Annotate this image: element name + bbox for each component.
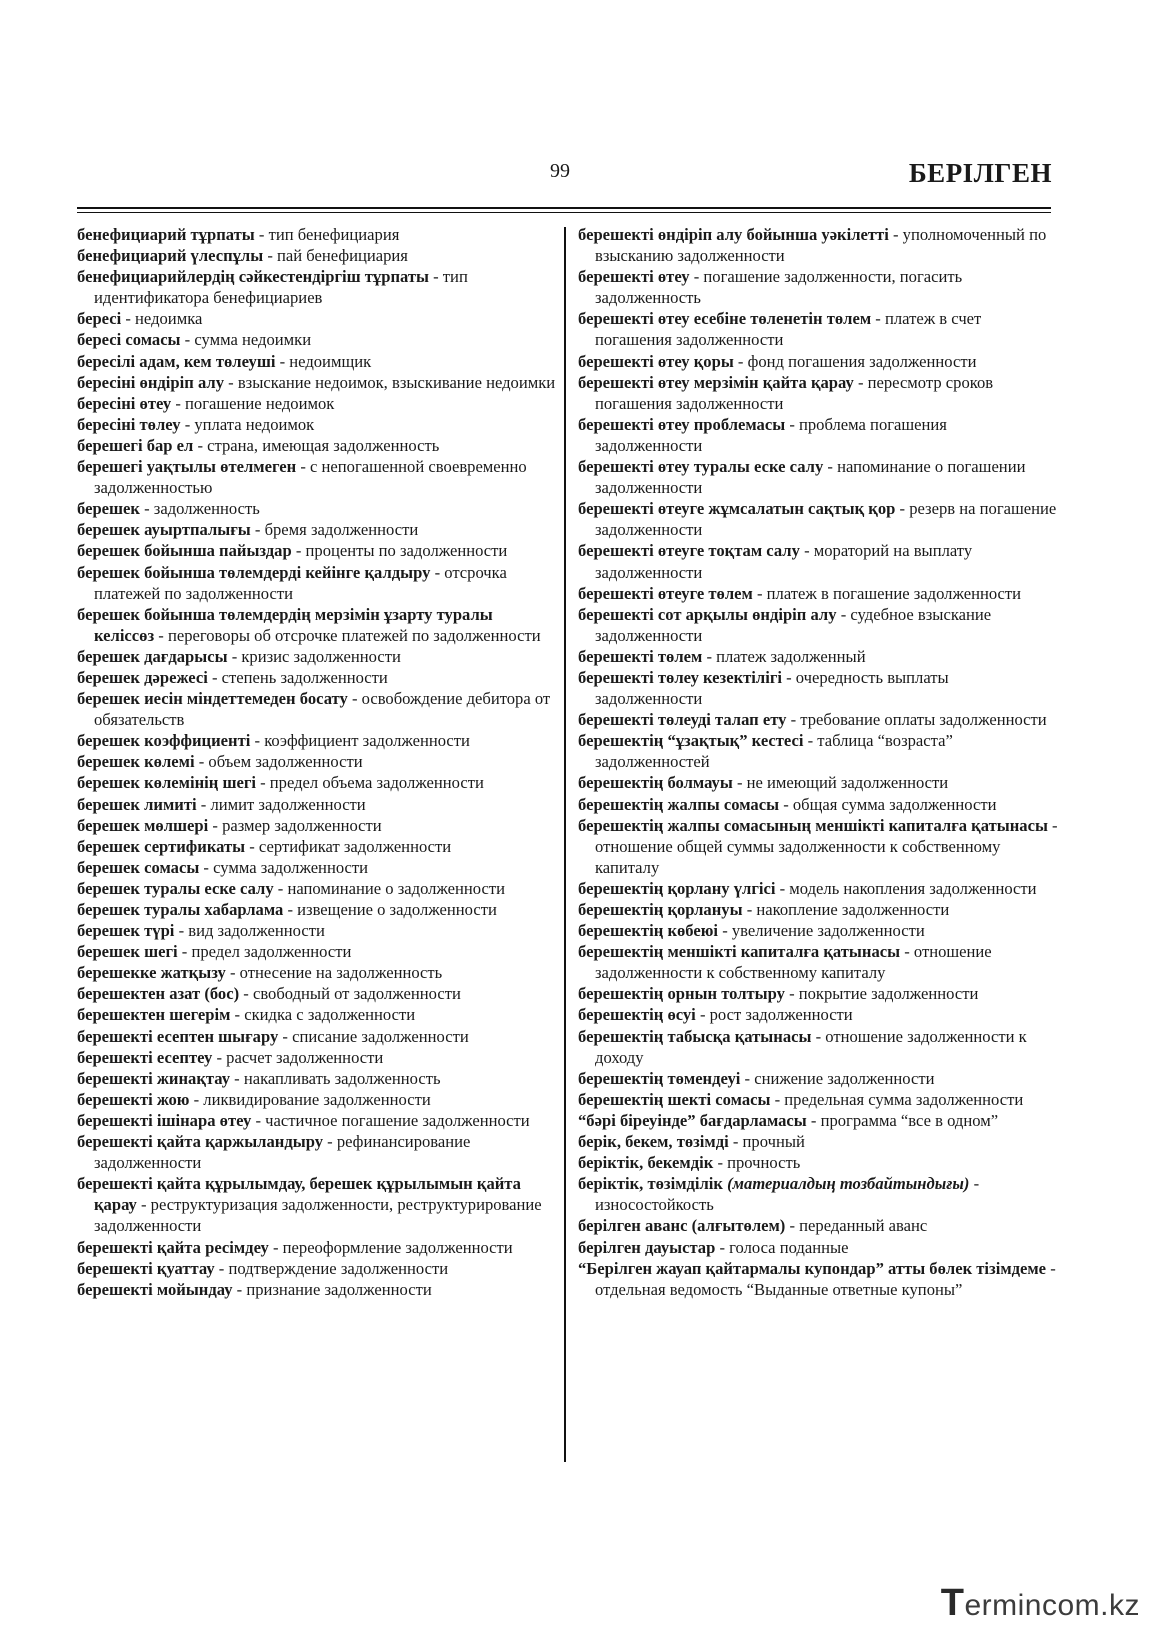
entry-term: берешектің орнын толтыру <box>578 984 785 1004</box>
entry-definition: - списание задолженности <box>278 1026 469 1046</box>
entry-term: берілген аванс (алғытөлем) <box>578 1216 786 1236</box>
entry-term: бересі сомасы <box>77 330 181 350</box>
entry-definition: - требование оплаты задолженности <box>786 710 1047 730</box>
dictionary-entry <box>578 1215 1058 1236</box>
dictionary-entry <box>77 941 557 962</box>
entry-definition: - мораторий на выплату задолженности <box>595 541 973 582</box>
column-divider <box>564 227 566 1462</box>
entry-definition: - проценты по задолженности <box>291 541 508 561</box>
entry-term: берешек дағдарысы <box>77 646 228 666</box>
entry-definition: - таблица “возраста” задолженностей <box>595 731 953 772</box>
entry-definition: - отношение задолженности к собственному капиталу <box>595 942 992 983</box>
dictionary-entry <box>77 815 557 836</box>
entry-term: берешек сертификаты <box>77 836 246 856</box>
entry-note: (материалдың тозбайтындығы) <box>722 1174 970 1194</box>
entry-term: берешектің “ұзақтық” кестесі <box>578 731 804 751</box>
entry-term: берешектің жалпы сомасының меншікті капиталға қатынасы <box>578 815 1048 835</box>
dictionary-entry <box>77 498 557 519</box>
entry-term: “бәрі біреуінде” бағдарламасы <box>578 1110 807 1130</box>
entry-definition: - предел объема задолженности <box>255 773 484 793</box>
entry-definition: - степень задолженности <box>207 667 388 687</box>
entry-term: берешектің шекті сомасы <box>578 1089 771 1109</box>
entry-definition: - сумма недоимки <box>180 330 312 350</box>
entry-definition: - голоса поданные <box>715 1237 849 1257</box>
entry-definition: - прочный <box>728 1132 805 1152</box>
entry-definition: - задолженность <box>139 499 260 519</box>
dictionary-entry <box>77 245 557 266</box>
entry-term: берешекті өтеуге жұмсалатын сақтық қор <box>578 499 896 519</box>
entry-definition: - сертификат задолженности <box>245 836 452 856</box>
right-column <box>578 224 1058 1300</box>
entry-term: берешекті қуаттау <box>77 1258 215 1278</box>
entry-definition: - погашение задолженности, погасить задолженность <box>595 267 963 308</box>
dictionary-entry <box>77 962 557 983</box>
entry-definition: - переданный аванс <box>785 1216 928 1236</box>
entry-term: берешек мөлшері <box>77 815 209 835</box>
entry-term: берешек туралы еске салу <box>77 878 274 898</box>
entry-definition: - резерв на погашение задолженности <box>595 499 1057 540</box>
entry-definition: - объем задолженности <box>194 752 363 772</box>
entry-term: берешекті есептеу <box>77 1047 213 1067</box>
entry-term: берешек бойынша төлемдердің мерзімін ұзарту туралы келіссөз <box>77 604 493 645</box>
logo-mark: T <box>940 1582 965 1624</box>
entry-term: берешек лимиті <box>77 794 197 814</box>
entry-definition: - пай бенефициария <box>263 246 408 266</box>
entry-term: берешекті өтеу проблемасы <box>578 414 786 434</box>
entry-definition: - с непогашенной своевременно задолженностью <box>94 457 527 498</box>
dictionary-entry <box>77 1068 557 1089</box>
dictionary-entry <box>77 224 557 245</box>
entry-term: берешектің қорлану үлгісі <box>578 878 776 898</box>
entry-term: берешек сомасы <box>77 857 200 877</box>
entry-definition: - подтверждение задолженности <box>214 1258 449 1278</box>
entry-definition: - рост задолженности <box>695 1005 853 1025</box>
dictionary-entry <box>578 1152 1058 1173</box>
entry-term: берешекті өтеуге тоқтам салу <box>578 541 800 561</box>
dictionary-entry <box>578 1237 1058 1258</box>
entry-definition: - программа “все в одном” <box>806 1110 999 1130</box>
entry-term: берешекті өтеу мерзімін қайта қарау <box>578 372 854 392</box>
entry-definition: - отношение задолженности к доходу <box>595 1026 1027 1067</box>
entry-term: берешек бойынша төлемдерді кейінге қалдыру <box>77 562 431 582</box>
entry-term: берешек коэффициенті <box>77 731 251 751</box>
dictionary-entry <box>77 1237 557 1258</box>
dictionary-entry <box>77 1131 557 1173</box>
entry-definition: - рефинансирование задолженности <box>94 1132 471 1173</box>
entry-term: берешек көлемінің шегі <box>77 773 256 793</box>
entry-definition: - напоминание о задолженности <box>273 878 506 898</box>
entry-term: берешектің болмауы <box>578 773 733 793</box>
entry-term: берешекті жинақтау <box>77 1068 230 1088</box>
dictionary-entry <box>77 1047 557 1068</box>
entry-definition: - лимит задолженности <box>196 794 366 814</box>
dictionary-entry <box>578 1089 1058 1110</box>
dictionary-entry <box>578 1173 1058 1215</box>
entry-definition: - расчет задолженности <box>212 1047 384 1067</box>
entry-term: берешекті жою <box>77 1089 190 1109</box>
entry-definition: - взыскание недоимок, взыскивание недоимки <box>224 372 556 392</box>
dictionary-entry <box>578 540 1058 582</box>
entry-definition: - признание задолженности <box>232 1279 432 1299</box>
entry-term: бересіні өндіріп алу <box>77 372 224 392</box>
entry-term: берешектен азат (бос) <box>77 984 240 1004</box>
entry-term: бенефициарийлердің сәйкестендіргіш тұрпаты <box>77 267 429 287</box>
dictionary-entry <box>77 836 557 857</box>
entry-term: беріктік, төзімділік <box>578 1174 723 1194</box>
dictionary-entry <box>578 1068 1058 1089</box>
entry-term: берешектің төмендеуі <box>578 1068 741 1088</box>
entry-definition: - ликвидирование задолженности <box>189 1089 431 1109</box>
dictionary-entry <box>77 266 557 308</box>
entry-term: берілген дауыстар <box>578 1237 716 1257</box>
dictionary-entry <box>578 920 1058 941</box>
entry-term: берешектің меншікті капиталға қатынасы <box>578 942 901 962</box>
dictionary-entry <box>578 351 1058 372</box>
dictionary-entry <box>578 583 1058 604</box>
entry-definition: - погашение недоимок <box>171 393 335 413</box>
dictionary-entry <box>77 983 557 1004</box>
entry-term: берешегі уақтылы өтелмеген <box>77 457 297 477</box>
site-logo <box>941 1582 1140 1625</box>
dictionary-entry <box>578 1131 1058 1152</box>
entry-term: бересі <box>77 309 122 329</box>
entry-term: бенефициарий үлеспұлы <box>77 246 264 266</box>
header-rule-thin <box>77 212 1051 213</box>
entry-term: берешек туралы хабарлама <box>77 900 284 919</box>
dictionary-entry <box>77 329 557 350</box>
dictionary-entry <box>77 456 557 498</box>
dictionary-entry <box>77 878 557 899</box>
entry-term: берешекті өтеу есебіне төленетін төлем <box>578 309 872 329</box>
entry-term: берешек түрі <box>77 921 175 941</box>
dictionary-entry <box>578 1258 1058 1300</box>
dictionary-entry <box>77 1173 557 1236</box>
dictionary-entry <box>77 1258 557 1279</box>
entry-definition: - платеж в погашение задолженности <box>752 583 1022 603</box>
entry-definition: - отношение общей суммы задолженности к собственному капиталу <box>595 815 1058 877</box>
dictionary-entry <box>578 266 1058 308</box>
entry-term: берешекті төлеу кезектілігі <box>578 667 782 687</box>
entry-term: берешекті өтеу <box>578 267 690 287</box>
entry-term: берешек ауыртпалығы <box>77 520 251 540</box>
entry-definition: - реструктуризация задолженности, реструктурирование задолженности <box>94 1195 542 1236</box>
dictionary-entry <box>77 899 557 920</box>
entry-term: берешек <box>77 499 140 519</box>
dictionary-entry <box>77 1026 557 1047</box>
entry-term: берешекке жатқызу <box>77 963 226 983</box>
entry-definition: - покрытие задолженности <box>784 984 979 1004</box>
entry-definition: - тип идентификатора бенефициариев <box>94 267 468 308</box>
entry-definition: - платеж задолженный <box>702 646 866 666</box>
entry-definition: - переоформление задолженности <box>268 1237 513 1257</box>
entry-definition: - сумма задолженности <box>199 857 369 877</box>
entry-term: берешектен шегерім <box>77 1005 231 1025</box>
dictionary-entry <box>77 519 557 540</box>
dictionary-entry <box>77 920 557 941</box>
entry-definition: - прочность <box>713 1153 801 1173</box>
dictionary-entry <box>578 372 1058 414</box>
dictionary-entry <box>77 1089 557 1110</box>
entry-definition: - накопление задолженности <box>742 900 950 919</box>
entry-term: берік, бекем, төзімді <box>578 1132 729 1152</box>
entry-definition: - снижение задолженности <box>740 1068 935 1088</box>
logo-text: ermincom.kz <box>964 1589 1140 1622</box>
dictionary-entry <box>77 730 557 751</box>
entry-term: берешек көлемі <box>77 752 195 772</box>
dictionary-entry <box>77 857 557 878</box>
entry-definition: - тип бенефициария <box>254 225 400 244</box>
entry-term: берешек шегі <box>77 942 178 962</box>
dictionary-entry <box>578 498 1058 540</box>
dictionary-entry <box>578 709 1058 730</box>
entry-definition: - освобождение дебитора от обязательств <box>94 689 551 730</box>
entry-definition: - коэффициент задолженности <box>250 731 470 751</box>
entry-definition: - проблема погашения задолженности <box>595 414 947 455</box>
running-head: БЕРІЛГЕН <box>908 158 1052 188</box>
entry-term: берешекті өтеу қоры <box>578 351 734 371</box>
entry-definition: - отнесение на задолженность <box>225 963 443 983</box>
entry-definition: - извещение о задолженности <box>283 900 497 919</box>
dictionary-entry <box>578 456 1058 498</box>
dictionary-entry <box>77 540 557 561</box>
dictionary-entry <box>578 878 1058 899</box>
entry-definition: - модель накопления задолженности <box>775 878 1037 898</box>
entry-term: берешек бойынша пайыздар <box>77 541 292 561</box>
entry-term: берешекті өтеуге төлем <box>578 583 753 603</box>
entry-definition: - уполномоченный по взысканию задолженности <box>595 225 1047 266</box>
entry-definition: - страна, имеющая задолженность <box>193 435 440 455</box>
dictionary-entry <box>578 1110 1058 1131</box>
entry-term: берешек иесін міндеттемеден босату <box>77 689 348 709</box>
dictionary-entry <box>578 772 1058 793</box>
dictionary-entry <box>77 1110 557 1131</box>
entry-term: берешекті төлем <box>578 646 703 666</box>
dictionary-entry <box>578 794 1058 815</box>
dictionary-entry <box>77 751 557 772</box>
entry-definition: - предельная сумма задолженности <box>770 1089 1024 1109</box>
entry-term: беріктік, бекемдік <box>578 1153 714 1173</box>
entry-definition: - платеж в счет погашения задолженности <box>595 309 982 350</box>
entry-term: берешекті өтеу туралы еске салу <box>578 457 824 477</box>
entry-term: берешектің табысқа қатынасы <box>578 1026 812 1046</box>
entry-definition: - отдельная ведомость “Выданные ответные купоны” <box>595 1258 1056 1299</box>
entry-definition: - не имеющий задолженности <box>732 773 949 793</box>
entry-term: берешегі бар ел <box>77 435 194 455</box>
entry-definition: - бремя задолженности <box>250 520 419 540</box>
entry-term: “Берілген жауап қайтармалы купондар” атты бөлек тізімдеме <box>578 1258 1047 1278</box>
header-rule-thick <box>77 207 1051 209</box>
dictionary-entry <box>578 646 1058 667</box>
dictionary-entry <box>77 604 557 646</box>
entry-definition: - очередность выплаты задолженности <box>595 667 949 709</box>
dictionary-entry <box>578 224 1058 266</box>
entry-definition: - переговоры об отсрочке платежей по задолженности <box>154 625 541 645</box>
entry-term: берешекті қайта қаржыландыру <box>77 1132 323 1152</box>
entry-definition: - отсрочка платежей по задолженности <box>94 562 507 603</box>
entry-definition: - недоимщик <box>275 351 372 371</box>
left-column <box>77 224 557 1300</box>
entry-definition: - судебное взыскание задолженности <box>595 604 992 645</box>
dictionary-entry <box>77 308 557 329</box>
page-number: 99 <box>550 160 570 182</box>
entry-definition: - вид задолженности <box>174 921 325 941</box>
dictionary-entry <box>77 688 557 730</box>
entry-definition: - увеличение задолженности <box>718 921 925 941</box>
entry-definition: - недоимка <box>121 309 203 329</box>
entry-term: берешекті ішінара өтеу <box>77 1110 252 1130</box>
dictionary-entry <box>77 562 557 604</box>
dictionary-entry <box>578 414 1058 456</box>
entry-definition: - частичное погашение задолженности <box>251 1110 530 1130</box>
entry-term: берешектің қорлануы <box>578 900 743 919</box>
dictionary-entry <box>77 351 557 372</box>
dictionary-entry <box>77 1004 557 1025</box>
dictionary-entry <box>578 983 1058 1004</box>
dictionary-entry <box>578 730 1058 772</box>
entry-definition: - общая сумма задолженности <box>779 794 997 814</box>
entry-definition: - напоминание о погашении задолженности <box>595 457 1026 498</box>
dictionary-entry <box>578 308 1058 350</box>
entry-term: берешектің өсуі <box>578 1005 696 1025</box>
dictionary-entry <box>77 393 557 414</box>
entry-definition: - пересмотр сроков погашения задолженности <box>595 372 994 413</box>
entry-term: бересіні төлеу <box>77 414 181 434</box>
entry-definition: - износостойкость <box>595 1174 980 1215</box>
dictionary-entry <box>77 372 557 393</box>
entry-definition: - размер задолженности <box>208 815 382 835</box>
entry-definition: - предел задолженности <box>177 942 352 962</box>
dictionary-entry <box>578 1004 1058 1025</box>
entry-definition: - кризис задолженности <box>227 646 401 666</box>
entry-term: бенефициарий тұрпаты <box>77 225 255 244</box>
entry-definition: - накапливать задолженность <box>230 1068 441 1088</box>
entry-term: берешекті сот арқылы өндіріп алу <box>578 604 837 624</box>
entry-term: берешекті өндіріп алу бойынша уәкілетті <box>578 225 889 244</box>
entry-term: берешекті қайта ресімдеу <box>77 1237 269 1257</box>
entry-definition: - скидка с задолженности <box>230 1005 416 1025</box>
dictionary-entry <box>77 772 557 793</box>
dictionary-entry <box>578 899 1058 920</box>
dictionary-entry <box>578 1026 1058 1068</box>
entry-term: берешекті қайта құрылымдау, берешек құрылымын қайта қарау <box>77 1174 521 1215</box>
entry-term: бересіні өтеу <box>77 393 172 413</box>
entry-term: берешектің жалпы сомасы <box>578 794 780 814</box>
entry-definition: - свободный от задолженности <box>239 984 461 1004</box>
entry-term: бересілі адам, кем төлеуші <box>77 351 276 371</box>
dictionary-entry <box>77 794 557 815</box>
entry-term: берешек дәрежесі <box>77 667 208 687</box>
dictionary-entry <box>77 646 557 667</box>
entry-term: берешекті мойындау <box>77 1279 233 1299</box>
dictionary-entry <box>77 667 557 688</box>
entry-term: берешектің көбеюі <box>578 921 719 941</box>
dictionary-entry <box>77 435 557 456</box>
entry-term: берешекті есептен шығару <box>77 1026 279 1046</box>
entry-term: берешекті төлеуді талап ету <box>578 710 787 730</box>
dictionary-entry <box>578 604 1058 646</box>
entry-definition: - фонд погашения задолженности <box>733 351 977 371</box>
dictionary-entry <box>578 941 1058 983</box>
dictionary-entry <box>578 815 1058 878</box>
entry-definition: - уплата недоимок <box>180 414 315 434</box>
dictionary-entry <box>77 1279 557 1300</box>
dictionary-entry <box>77 414 557 435</box>
dictionary-entry <box>578 667 1058 709</box>
